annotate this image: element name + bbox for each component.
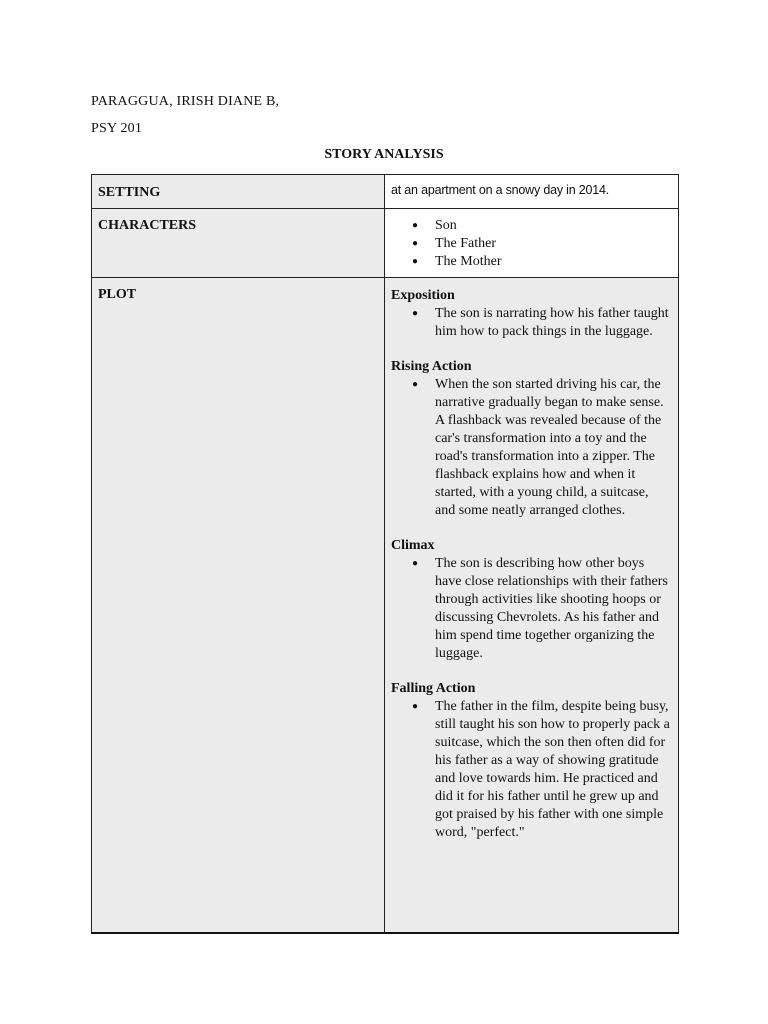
section-list [391, 376, 670, 520]
characters-label: CHARACTERS [92, 209, 385, 278]
section-text: ● When the son started driving his car, the narrative gradually began to make sense. A flashback was revealed because of the car's transformation into a toy and the road's transformation into a zipper. The flashback explains how and when it started, with a young child, a suitcase, and some neatly arranged clothes. [435, 376, 670, 520]
section-heading: Falling Action [391, 681, 476, 696]
document-title: STORY ANALYSIS [324, 147, 444, 162]
plot-section-rising-action [391, 358, 670, 520]
section-text: ● The son is describing how other boys have close relationships with their fathers through activities like shooting hoops or discussing Chevrolets. As his father and him spend time together organizing the luggage. [435, 555, 670, 663]
characters-value [385, 209, 679, 278]
section-heading: Rising Action [391, 359, 472, 374]
section-heading: Climax [391, 538, 435, 553]
character-item: ● The Father [435, 235, 670, 253]
characters-list [391, 217, 670, 271]
section-list [391, 698, 670, 842]
setting-row [92, 175, 679, 209]
plot-value [385, 278, 679, 933]
section-list [391, 305, 670, 341]
plot-row [92, 278, 679, 933]
student-name: PARAGGUA, IRISH DIANE B, [91, 94, 280, 109]
section-list [391, 555, 670, 663]
plot-label: PLOT [92, 278, 385, 933]
section-text: ● The son is narrating how his father taught him how to pack things in the luggage. [435, 305, 670, 341]
plot-section-exposition [391, 287, 670, 341]
section-heading: Exposition [391, 288, 455, 303]
setting-label: SETTING [92, 175, 385, 209]
character-item: ● Son [435, 217, 670, 235]
plot-section-climax [391, 537, 670, 663]
characters-row [92, 209, 679, 278]
character-item: ● The Mother [435, 253, 670, 271]
setting-value: at an apartment on a snowy day in 2014. [385, 175, 679, 209]
plot-section-falling-action [391, 680, 670, 842]
story-analysis-table [91, 174, 679, 934]
course-code: PSY 201 [91, 121, 143, 136]
section-text: ● The father in the film, despite being busy, still taught his son how to properly pack a suitcase, which the son then often did for his father as a way of showing gratitude and love towards him. He practiced and did it for his father until he grew up and got praised by his father with one simple word, "perfect." [435, 698, 670, 842]
